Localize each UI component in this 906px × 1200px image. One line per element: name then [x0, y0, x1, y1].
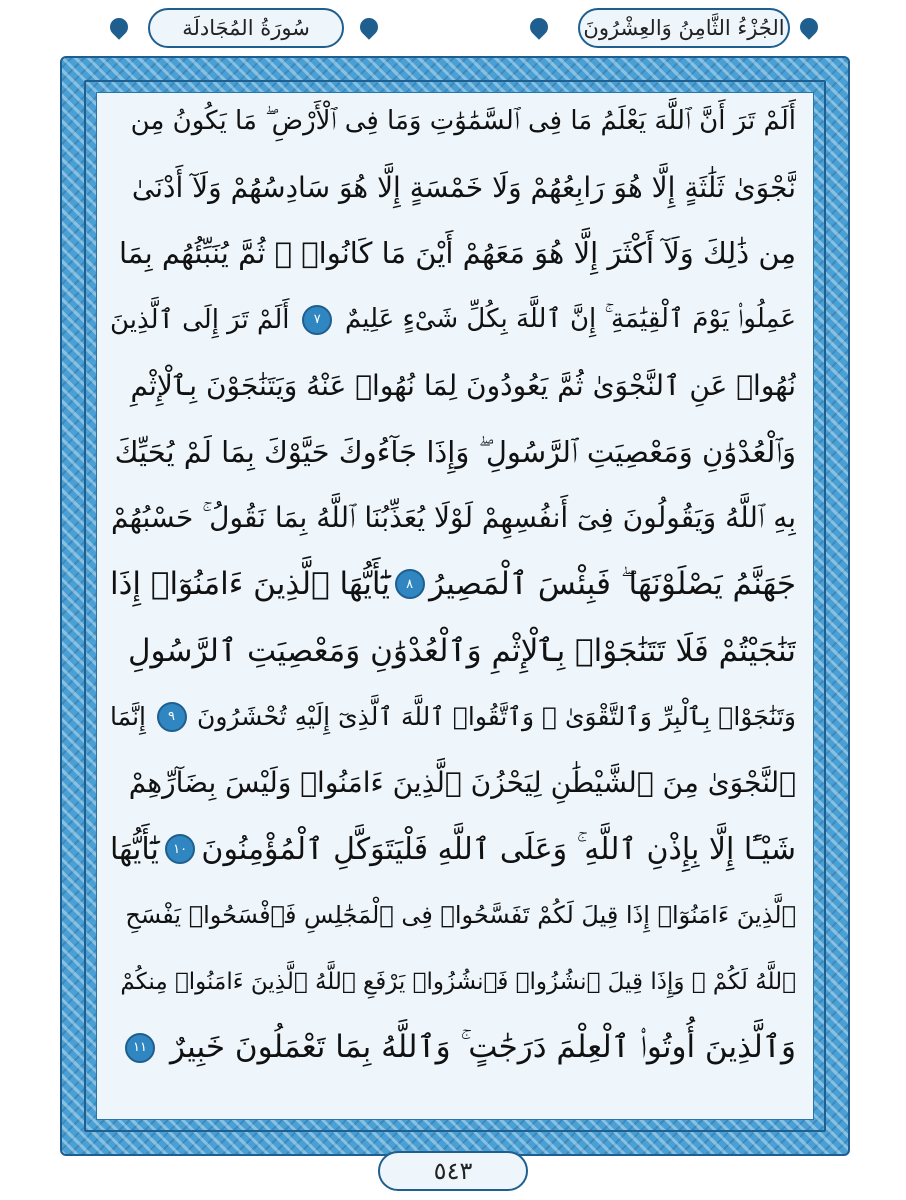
ornament-icon	[356, 14, 381, 39]
line-text: نُهُوا۟ عَنِ ٱلنَّجْوَىٰ ثُمَّ يَعُودُونَ لِمَا نُهُوا۟ عَنْهُ وَيَتَنَٰجَوْنَ بِٱلْإِثْمِ	[130, 369, 796, 403]
line-text: عَمِلُوا۟ يَوْمَ ٱلْقِيَٰمَةِ ۚ إِنَّ ٱللَّهَ بِكُلِّ شَىْءٍ عَلِيمٌ	[344, 304, 796, 335]
line-text: أَلَمْ تَرَ أَنَّ ٱللَّهَ يَعْلَمُ مَا فِى ٱلسَّمَٰوَٰتِ وَمَا فِى ٱلْأَرْضِ ۖ مَا يَكُونُ مِن	[130, 105, 796, 136]
quran-text-block	[110, 88, 796, 1081]
text-line	[110, 1015, 796, 1081]
text-line	[110, 882, 796, 948]
page-number-text: ٥٤٣	[433, 1157, 473, 1185]
text-line	[110, 353, 796, 419]
line-text: أَلَمْ تَرَ إِلَى ٱلَّذِينَ	[110, 304, 290, 335]
line-text: نَّجْوَىٰ ثَلَٰثَةٍ إِلَّا هُوَ رَابِعُهُمْ وَلَا خَمْسَةٍ إِلَّا هُوَ سَادِسُهُمْ وَلَآ أَدْنَىٰ	[131, 170, 796, 204]
ayah-marker: ٨	[395, 569, 425, 599]
text-line	[110, 419, 796, 485]
line-text: وَتَنَٰجَوْا۟ بِٱلْبِرِّ وَٱلتَّقْوَىٰ ۖ وَٱتَّقُوا۟ ٱللَّهَ ٱلَّذِىٓ إِلَيْهِ تُحْشَرُونَ	[197, 702, 796, 732]
page-number	[378, 1151, 528, 1191]
line-text: ٱلَّذِينَ ءَامَنُوٓا۟ إِذَا قِيلَ لَكُمْ تَفَسَّحُوا۟ فِى ٱلْمَجَٰلِسِ فَٱفْسَحُوا۟ يَفْسَحِ	[125, 901, 796, 930]
text-line	[110, 220, 796, 286]
text-line	[110, 88, 796, 154]
text-line	[110, 750, 796, 816]
text-line	[110, 948, 796, 1014]
text-line	[110, 816, 796, 882]
ornament-icon	[526, 14, 551, 39]
line-text: ٱلنَّجْوَىٰ مِنَ ٱلشَّيْطَٰنِ لِيَحْزُنَ ٱلَّذِينَ ءَامَنُوا۟ وَلَيْسَ بِضَآرِّهِمْ	[128, 766, 796, 800]
text-line	[110, 287, 796, 353]
ornament-icon	[796, 14, 821, 39]
surah-name-cartouche	[148, 8, 344, 48]
text-line	[110, 154, 796, 220]
juz-name-cartouche	[578, 8, 790, 48]
line-text: وَٱلَّذِينَ أُوتُوا۟ ٱلْعِلْمَ دَرَجَٰتٍ ۚ وَٱللَّهُ بِمَا تَعْمَلُونَ خَبِيرٌ	[170, 1029, 796, 1066]
ayah-marker: ١١	[125, 1033, 155, 1063]
text-line	[110, 485, 796, 551]
line-text: إِنَّمَا	[110, 702, 146, 732]
line-text: يَٰٓأَيُّهَا ٱلَّذِينَ ءَامَنُوٓا۟ إِذَا	[110, 566, 390, 603]
line-text: مِن ذَٰلِكَ وَلَآ أَكْثَرَ إِلَّا هُوَ مَعَهُمْ أَيْنَ مَا كَانُوا۟ ۖ ثُمَّ يُنَبِّئُهُم بِمَا	[118, 236, 796, 271]
ayah-marker: ٩	[157, 702, 187, 732]
line-text: شَيْـًٔا إِلَّا بِإِذْنِ ٱللَّهِ ۚ وَعَلَى ٱللَّهِ فَلْيَتَوَكَّلِ ٱلْمُؤْمِنُونَ	[201, 831, 796, 867]
line-text: جَهَنَّمُ يَصْلَوْنَهَا ۖ فَبِئْسَ ٱلْمَصِيرُ	[429, 565, 796, 602]
line-text: يَٰٓأَيُّهَا	[110, 831, 159, 867]
line-text: وَٱلْعُدْوَٰنِ وَمَعْصِيَتِ ٱلرَّسُولِ ۖ وَإِذَا جَآءُوكَ حَيَّوْكَ بِمَا لَمْ يُحَيِّكَ	[114, 434, 796, 469]
text-line	[110, 551, 796, 617]
line-text: ٱللَّهُ لَكُمْ ۖ وَإِذَا قِيلَ ٱنشُزُوا۟ فَٱنشُزُوا۟ يَرْفَعِ ٱللَّهُ ٱلَّذِينَ ءَامَنُوا۟ مِنكُمْ	[120, 968, 796, 995]
ayah-marker: ١٠	[165, 834, 195, 864]
ornament-icon	[106, 14, 131, 39]
line-text: بِهِ ٱللَّهُ وَيَقُولُونَ فِىٓ أَنفُسِهِمْ لَوْلَا يُعَذِّبُنَا ٱللَّهُ بِمَا نَقُولُ ۚ حَسْبُهُمْ	[110, 501, 796, 535]
juz-name: الجُزْءُ الثَّامِنُ وَالعِشْرُونَ	[583, 16, 785, 40]
line-text: تَنَٰجَيْتُمْ فَلَا تَتَنَٰجَوْا۟ بِٱلْإِثْمِ وَٱلْعُدْوَٰنِ وَمَعْصِيَتِ ٱلرَّسُولِ	[127, 632, 796, 669]
text-line	[110, 618, 796, 684]
text-line	[110, 684, 796, 750]
surah-name: سُورَةُ المُجَادلَة	[182, 16, 310, 40]
ayah-marker: ٧	[302, 305, 332, 335]
